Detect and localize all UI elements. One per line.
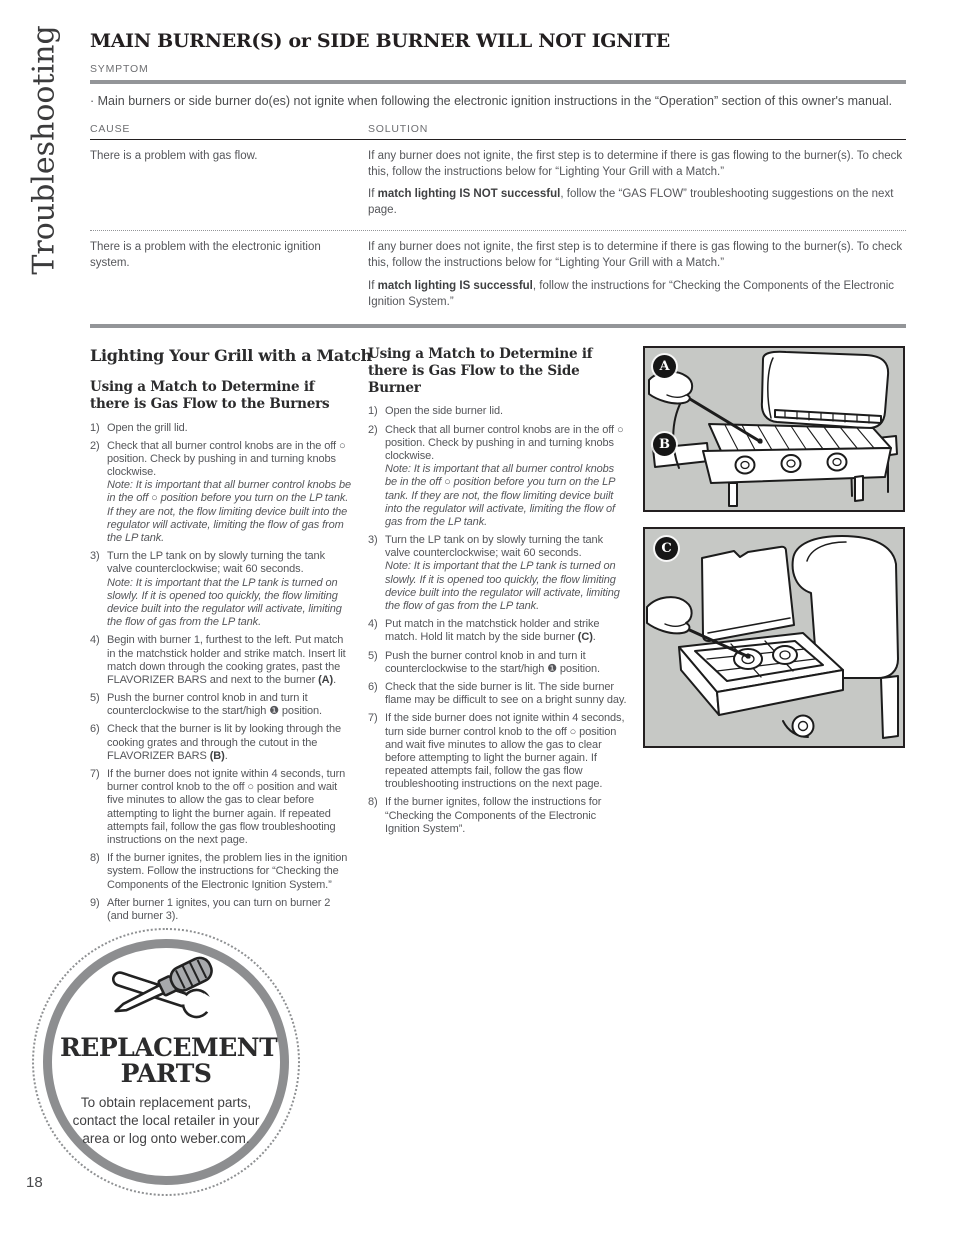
- symptom-text: · Main burners or side burner do(es) not ignite when following the electronic ignition instructions in the “Operation” section of this owner's manual.: [90, 94, 893, 108]
- cause-cell: There is a problem with the electronic ignition system.: [90, 241, 321, 270]
- step-number: 6): [90, 723, 100, 736]
- step-number: 8): [368, 796, 378, 809]
- match-section-title: Lighting Your Grill with a Match: [90, 345, 372, 365]
- marker-c: C: [655, 537, 678, 560]
- step-text: Open the side burner lid.: [385, 405, 503, 418]
- section-vertical-label: Troubleshooting: [26, 25, 62, 275]
- step-number: 9): [90, 896, 100, 909]
- solution-paragraph: If any burner does not ignite, the first step is to determine if there is gas flowing to the burner(s). To check this, follow the instructions below for “Lighting Your Grill with a Match.”: [368, 241, 903, 270]
- step-number: 2): [90, 439, 100, 452]
- instruction-step: [368, 712, 627, 791]
- instruction-step: [368, 618, 627, 644]
- burners-step-list: [90, 422, 352, 924]
- grill-illustration: [645, 348, 903, 510]
- step-number: 4): [90, 634, 100, 647]
- step-text: Check that the burner is lit by looking through the cooking grates and through the cutout in the FLAVORIZER BARS (B).: [107, 723, 341, 762]
- instruction-step: [368, 681, 627, 707]
- step-number: 5): [368, 649, 378, 662]
- instruction-step: [90, 723, 352, 763]
- page-number: 18: [26, 1174, 43, 1191]
- replacement-parts-stamp: [32, 928, 300, 1196]
- stamp-title-line1: REPLACEMENT: [60, 1033, 278, 1062]
- step-number: 7): [90, 768, 100, 780]
- step-number: 7): [368, 712, 378, 725]
- instruction-step: [90, 440, 352, 546]
- cause-cell: There is a problem with gas flow.: [90, 150, 258, 162]
- page-title: MAIN BURNER(S) or SIDE BURNER WILL NOT IGNITE: [90, 30, 670, 52]
- screwdriver-wrench-icon: [101, 956, 231, 1030]
- step-number: 6): [368, 680, 378, 693]
- instruction-step: [368, 424, 627, 530]
- step-text: Check that all burner control knobs are in the off ○ position. Check by pushing in and turning knobs clockwise. Note: It is important that all burner control knobs be in the off ○ position before you turn on the LP tank. If they are not, the flow limiting device built into the regulator will activate, limiting the flow of gas from the LP tank.: [385, 423, 624, 528]
- solution-cell: [368, 148, 906, 224]
- instruction-step: [90, 422, 352, 435]
- solution-paragraph: If match lighting IS NOT successful, follow the “GAS FLOW” troubleshooting suggestions on the next page.: [368, 188, 894, 217]
- step-text: Begin with burner 1, furthest to the left. Put match in the matchstick holder and strike match. Insert lit match down through the cooking grates, past the FLAVORIZER BARS and next to the burner (A).: [107, 634, 346, 686]
- instruction-step: [368, 796, 627, 836]
- instruction-step: [90, 692, 352, 718]
- step-text: Push the burner control knob in and turn it counterclockwise to the start/high ❶ position.: [385, 649, 600, 675]
- step-text: Open the grill lid.: [107, 421, 188, 434]
- step-text: If the burner does not ignite within 4 seconds, turn burner control knob to the off ○ position and wait five minutes to allow the gas to clear before attempting to light the burner again. If repeated attempts fail, follow the gas flow troubleshooting instructions on the next page.: [107, 768, 346, 846]
- instruction-step: [90, 897, 352, 923]
- step-text: Push the burner control knob in and turn it counterclockwise to the start/high ❶ position.: [107, 692, 322, 718]
- step-number: 5): [90, 692, 100, 705]
- stamp-title-line2: PARTS: [120, 1059, 212, 1088]
- step-text: Put match in the matchstick holder and strike match. Hold lit match by the side burner (C).: [385, 618, 600, 644]
- step-number: 3): [90, 550, 100, 563]
- divider: [90, 80, 906, 84]
- step-number: 8): [90, 852, 100, 865]
- side-burner-match-figure: [643, 527, 905, 748]
- instruction-step: [368, 534, 627, 613]
- side-burner-instructions-column: [368, 346, 627, 928]
- stamp-body-text: To obtain replacement parts, contact the local retailer in your area or log onto weber.com.: [72, 1095, 260, 1146]
- side-burner-illustration: [645, 529, 903, 746]
- instruction-step: [90, 852, 352, 892]
- step-text: After burner 1 ignites, you can turn on burner 2 (and burner 3).: [107, 896, 331, 922]
- instruction-step: [90, 550, 352, 629]
- symptom-label: SYMPTOM: [90, 63, 149, 75]
- divider: [90, 324, 906, 328]
- instruction-step: [368, 650, 627, 676]
- side-burner-step-list: [368, 405, 627, 836]
- step-number: 2): [368, 423, 378, 436]
- stamp-content: [60, 956, 278, 1168]
- side-burner-subheading: Using a Match to Determine if there is Gas Flow to the Side Burner: [368, 345, 593, 396]
- solution-paragraph: If any burner does not ignite, the first step is to determine if there is gas flowing to the burner(s). To check this, follow the instructions below for “Lighting Your Grill with a Match.”: [368, 150, 903, 179]
- solution-column-header: SOLUTION: [368, 123, 429, 135]
- burners-instructions-column: [90, 345, 372, 928]
- marker-b: B: [653, 433, 676, 456]
- step-text: Check that the side burner is lit. The side burner flame may be difficult to see on a bright sunny day.: [385, 680, 627, 707]
- page-content: [90, 30, 906, 928]
- step-text: Turn the LP tank on by slowly turning the tank valve counterclockwise; wait 60 seconds. Note: It is important that the LP tank is turned on slowly. If it is opened too quickly, the flow limiting device built into the regulator will activate, limiting the flow of gas from the LP tank.: [107, 550, 342, 629]
- step-text: If the side burner does not ignite within 4 seconds, turn side burner control knob to the off ○ position and wait five minutes to allow the gas to clear before attempting to light the burner again. If repeated attempts fail, follow the gas flow troubleshooting instructions on the next page.: [385, 712, 625, 791]
- step-text: If the burner ignites, the problem lies in the ignition system. Follow the instructions for “Checking the Components of the Electronic Ignition System.”: [107, 852, 348, 891]
- instruction-columns: [90, 346, 906, 928]
- solution-paragraph: If match lighting IS successful, follow the instructions for “Checking the Components of the Electronic Ignition System.”: [368, 279, 895, 308]
- step-number: 1): [90, 421, 100, 434]
- table-header-row: [90, 123, 906, 140]
- step-number: 4): [368, 618, 378, 631]
- solution-cell: [368, 239, 906, 315]
- step-text: Check that all burner control knobs are in the off ○ position. Check by pushing in and turning knobs clockwise. Note: It is important that all burner control knobs be in the off ○ position before you turn on the LP tank. If they are not, the flow limiting device built into the regulator will activate, limiting the flow of gas from the LP tank.: [107, 439, 352, 544]
- burners-subheading: Using a Match to Determine if there is Gas Flow to the Burners: [90, 378, 330, 412]
- cause-column-header: CAUSE: [90, 123, 131, 135]
- table-row: [90, 231, 906, 321]
- grill-match-figure: [643, 346, 905, 512]
- table-row: [90, 140, 906, 231]
- figures-column: [643, 346, 905, 928]
- step-text: Turn the LP tank on by slowly turning the tank valve counterclockwise; wait 60 seconds. Note: It is important that the LP tank is turned on slowly. If it is opened too quickly, the flow limiting device built into the regulator will activate, limiting the flow of gas from the LP tank.: [385, 534, 620, 612]
- step-number: 1): [368, 405, 378, 418]
- step-number: 3): [368, 534, 378, 547]
- step-text: If the burner ignites, follow the instructions for “Checking the Components of the Electronic Ignition System”.: [385, 796, 602, 835]
- instruction-step: [90, 634, 352, 687]
- instruction-step: [90, 768, 352, 847]
- instruction-step: [368, 405, 627, 418]
- marker-a: A: [653, 355, 676, 378]
- cause-solution-table: [90, 123, 906, 322]
